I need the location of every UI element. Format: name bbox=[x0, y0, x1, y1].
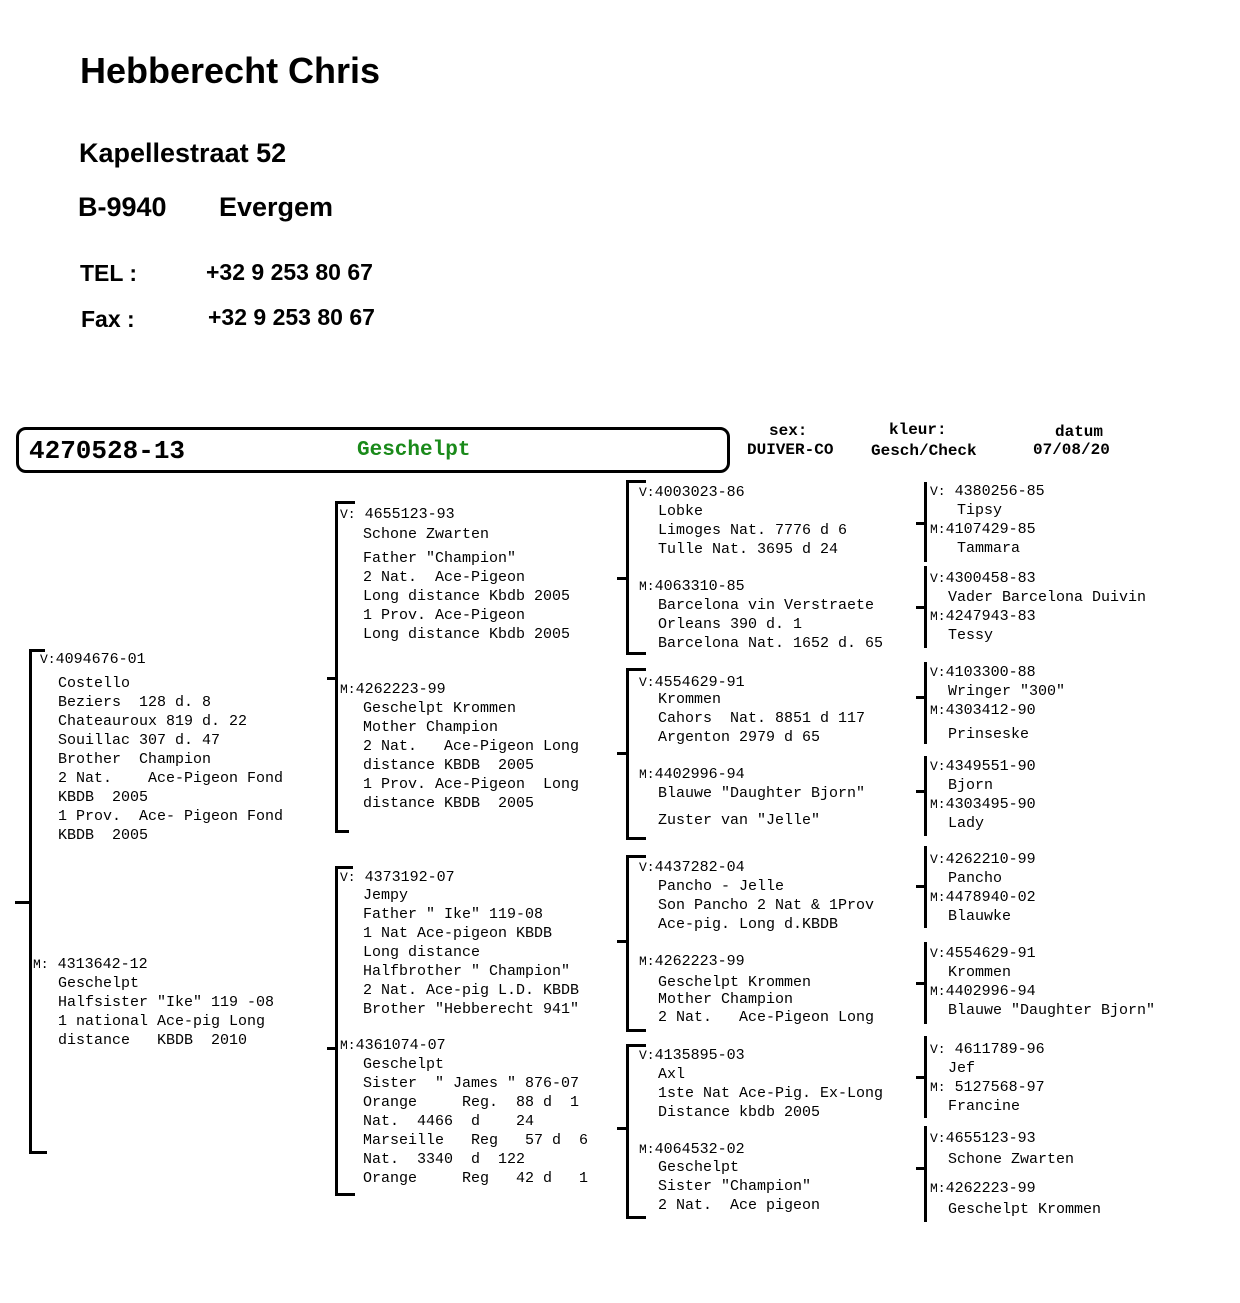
pedigree-line: Zuster van "Jelle" bbox=[658, 812, 821, 829]
gen3-5-ring: 4262223-99 bbox=[654, 953, 745, 970]
pedigree-line: Distance kbdb 2005 bbox=[658, 1104, 821, 1121]
gen4-bracket-1-connector bbox=[916, 522, 925, 525]
gen3-4-details bbox=[658, 877, 874, 934]
pedigree-line: 1 national Ace-pig Long bbox=[58, 1013, 266, 1030]
gen4-pair-4 bbox=[930, 850, 1036, 926]
gen3-2-ring: 4554629-91 bbox=[654, 674, 745, 691]
gen1-connector bbox=[15, 901, 30, 904]
gen3-4-prefix: V: bbox=[639, 860, 655, 875]
pigeon-name: Geschelpt bbox=[357, 439, 471, 462]
pedigree-line: 1 Prov. Ace-Pigeon Long bbox=[363, 776, 580, 793]
gen2-2-prefix: V: bbox=[340, 870, 356, 885]
pedigree-line: Orange Reg 42 d 1 bbox=[363, 1170, 589, 1187]
gen4-bracket-8-connector bbox=[916, 1167, 925, 1170]
gen2-bracket-a-bottom bbox=[335, 830, 349, 833]
gen4-bracket-3 bbox=[924, 662, 927, 744]
gen3-bracket-2-top bbox=[626, 668, 646, 671]
gen4-5-m-name: Blauwe "Daughter Bjorn" bbox=[948, 1002, 1156, 1019]
pedigree-line: Chateauroux 819 d. 22 bbox=[58, 713, 248, 730]
gen4-pair-3 bbox=[930, 757, 1036, 833]
gen4-7-m-ring: 4262223-99 bbox=[945, 1180, 1036, 1197]
gen4-pair-6 bbox=[930, 1040, 1045, 1116]
gen2-3-prefix: M: bbox=[340, 1038, 356, 1053]
gen4-5-v-name: Krommen bbox=[948, 964, 1012, 981]
date-label: datum bbox=[1055, 423, 1104, 441]
pedigree-line: Long distance bbox=[363, 944, 481, 961]
pedigree-line: Limoges Nat. 7776 d 6 bbox=[658, 522, 848, 539]
gen3-3-prefix: M: bbox=[639, 767, 655, 782]
date-value: 07/08/20 bbox=[1033, 441, 1110, 459]
gen4-7-m-name: Geschelpt Krommen bbox=[948, 1201, 1102, 1218]
gen4-1-m-ring: 4247943-83 bbox=[945, 608, 1036, 625]
pedigree-line: Brother Champion bbox=[58, 751, 212, 768]
pedigree-line: Halfsister "Ike" 119 -08 bbox=[58, 994, 275, 1011]
gen1-father-details bbox=[58, 674, 283, 845]
pedigree-line: Son Pancho 2 Nat & 1Prov bbox=[658, 897, 875, 914]
gen2-3-details bbox=[363, 1055, 588, 1188]
gen2-0-ring: 4655123-93 bbox=[364, 506, 455, 523]
gen4-4-v-name: Pancho bbox=[948, 870, 1003, 887]
pedigree-line: 1 Nat Ace-pigeon KBDB bbox=[363, 925, 553, 942]
pedigree-line: Geschelpt bbox=[363, 1056, 445, 1073]
gen3-3-ring: 4402996-94 bbox=[654, 766, 745, 783]
gen3-1-ring: 4063310-85 bbox=[654, 578, 745, 595]
pedigree-line: Nat. 3340 d 122 bbox=[363, 1151, 526, 1168]
gen2-0-details bbox=[363, 525, 570, 644]
pedigree-line: Ace-pig. Long d.KBDB bbox=[658, 916, 839, 933]
pedigree-line: distance KBDB 2005 bbox=[363, 757, 535, 774]
gen4-0-v-ring: 4380256-85 bbox=[954, 483, 1045, 500]
gen3-bracket-3-bottom bbox=[626, 1029, 646, 1032]
gen4-5-m-ring: 4402996-94 bbox=[945, 983, 1036, 1000]
gen4-2-m-name: Prinseske bbox=[948, 726, 1030, 743]
gen4-2-v-name: Wringer "300" bbox=[948, 683, 1066, 700]
pedigree-line: Lobke bbox=[658, 503, 704, 520]
pedigree-line: Mother Champion bbox=[658, 991, 794, 1008]
gen4-3-m-prefix: M: bbox=[930, 797, 946, 812]
gen1-father bbox=[40, 650, 146, 669]
tel-label: TEL : bbox=[80, 260, 138, 286]
owner-street: Kapellestraat 52 bbox=[79, 138, 287, 168]
gen3-bracket-1-bottom bbox=[626, 652, 646, 655]
pigeon-ring: 4270528-13 bbox=[29, 436, 186, 466]
gen3-5-details bbox=[658, 974, 874, 1027]
pedigree-line: Geschelpt Krommen bbox=[363, 700, 517, 717]
pedigree-line: Sister " James " 876-07 bbox=[363, 1075, 580, 1092]
gen4-6-m-name: Francine bbox=[948, 1098, 1021, 1115]
gen1-mother-details bbox=[58, 974, 274, 1050]
gen3-0 bbox=[639, 483, 745, 502]
gen1-bracket-bottom bbox=[29, 1151, 47, 1154]
gen4-6-m-ring: 5127568-97 bbox=[954, 1079, 1045, 1096]
gen4-7-v-name: Schone Zwarten bbox=[948, 1151, 1075, 1168]
gen3-bracket-4-vertical bbox=[626, 1044, 629, 1219]
gen2-3-ring: 4361074-07 bbox=[355, 1037, 446, 1054]
pedigree-line: 2 Nat. Ace-Pigeon Fond bbox=[58, 770, 284, 787]
pedigree-line: 1ste Nat Ace-Pig. Ex-Long bbox=[658, 1085, 884, 1102]
gen4-7-v-ring: 4655123-93 bbox=[945, 1130, 1036, 1147]
gen4-1-m-prefix: M: bbox=[930, 609, 946, 624]
gen2-bracket-a-connector bbox=[327, 677, 336, 680]
gen4-3-v-name: Bjorn bbox=[948, 777, 994, 794]
pedigree-line: Axl bbox=[658, 1066, 686, 1083]
gen4-5-v-ring: 4554629-91 bbox=[945, 945, 1036, 962]
pedigree-line: Barcelona vin Verstraete bbox=[658, 597, 875, 614]
gen3-bracket-1-vertical bbox=[626, 480, 629, 655]
pedigree-line: Geschelpt bbox=[58, 975, 140, 992]
gen4-6-v-prefix: V: bbox=[930, 1042, 946, 1057]
sex-label: sex: bbox=[769, 422, 808, 440]
gen3-0-prefix: V: bbox=[639, 485, 655, 500]
pedigree-line: 2 Nat. Ace pigeon bbox=[658, 1197, 821, 1214]
gen4-bracket-5-connector bbox=[916, 885, 925, 888]
pedigree-line: Argenton 2979 d 65 bbox=[658, 729, 821, 746]
gen4-pair-1 bbox=[930, 569, 1146, 645]
gen3-3-details bbox=[658, 784, 865, 830]
pedigree-line: Geschelpt bbox=[658, 1159, 740, 1176]
gen2-bracket-b-bottom bbox=[335, 1193, 355, 1196]
gen4-pair-0 bbox=[930, 482, 1045, 558]
gen4-4-m-prefix: M: bbox=[930, 890, 946, 905]
gen4-1-m-name: Tessy bbox=[948, 627, 994, 644]
gen4-2-v-ring: 4103300-88 bbox=[945, 664, 1036, 681]
gen1-father-ring: 4094676-01 bbox=[55, 651, 146, 668]
gen4-pair-5 bbox=[930, 944, 1155, 1020]
pedigree-line: KBDB 2005 bbox=[58, 827, 149, 844]
owner-postal: B-9940 bbox=[78, 192, 167, 222]
gen4-2-m-prefix: M: bbox=[930, 703, 946, 718]
gen3-2-details bbox=[658, 690, 865, 747]
gen4-3-m-name: Lady bbox=[948, 815, 985, 832]
gen2-1-ring: 4262223-99 bbox=[355, 681, 446, 698]
gen4-4-m-ring: 4478940-02 bbox=[945, 889, 1036, 906]
pedigree-line: Beziers 128 d. 8 bbox=[58, 694, 212, 711]
gen3-4 bbox=[639, 858, 745, 877]
gen4-7-m-prefix: M: bbox=[930, 1181, 946, 1196]
gen4-7-v-prefix: V: bbox=[930, 1131, 946, 1146]
gen3-bracket-2-connector bbox=[617, 752, 627, 755]
pedigree-line: distance KBDB 2005 bbox=[363, 795, 535, 812]
pedigree-line: Cahors Nat. 8851 d 117 bbox=[658, 710, 866, 727]
pedigree-line: Nat. 4466 d 24 bbox=[363, 1113, 535, 1130]
gen4-1-v-name: Vader Barcelona Duivin bbox=[948, 589, 1147, 606]
pedigree-line: Geschelpt Krommen bbox=[658, 974, 812, 991]
gen4-3-m-ring: 4303495-90 bbox=[945, 796, 1036, 813]
pedigree-line: distance KBDB 2010 bbox=[58, 1032, 248, 1049]
gen3-7 bbox=[639, 1140, 745, 1159]
pedigree-line: 2 Nat. Ace-pig L.D. KBDB bbox=[363, 982, 580, 999]
gen3-bracket-4-bottom bbox=[626, 1216, 646, 1219]
gen3-7-ring: 4064532-02 bbox=[654, 1141, 745, 1158]
fax-label: Fax : bbox=[81, 306, 135, 332]
gen1-father-prefix: V: bbox=[40, 652, 56, 667]
gen2-bracket-b-connector bbox=[327, 1047, 336, 1050]
color-value: Gesch/Check bbox=[871, 442, 977, 460]
gen2-bracket-a-vertical bbox=[335, 501, 338, 833]
gen3-6-ring: 4135895-03 bbox=[654, 1047, 745, 1064]
gen4-1-v-prefix: V: bbox=[930, 571, 946, 586]
pedigree-line: Souillac 307 d. 47 bbox=[58, 732, 221, 749]
gen3-1 bbox=[639, 577, 745, 596]
pedigree-line: Mother Champion bbox=[363, 719, 499, 736]
pedigree-line: Long distance Kbdb 2005 bbox=[363, 588, 571, 605]
gen4-3-v-prefix: V: bbox=[930, 759, 946, 774]
pedigree-line: Father "Champion" bbox=[363, 550, 517, 567]
gen4-6-m-prefix: M: bbox=[930, 1080, 946, 1095]
gen4-0-v-name: Tipsy bbox=[957, 502, 1003, 519]
gen4-bracket-4 bbox=[924, 756, 927, 836]
pedigree-line: Sister "Champion" bbox=[658, 1178, 812, 1195]
pedigree-line bbox=[658, 803, 865, 811]
pedigree-line: 1 Prov. Ace- Pigeon Fond bbox=[58, 808, 284, 825]
gen3-bracket-1-connector bbox=[617, 577, 627, 580]
pedigree-line: KBDB 2005 bbox=[58, 789, 149, 806]
gen2-bracket-a-top bbox=[335, 501, 355, 504]
gen3-bracket-4-connector bbox=[617, 1127, 627, 1130]
gen4-0-m-ring: 4107429-85 bbox=[945, 521, 1036, 538]
pedigree-line: Jempy bbox=[363, 887, 409, 904]
color-label: kleur: bbox=[889, 421, 947, 439]
gen4-4-v-prefix: V: bbox=[930, 852, 946, 867]
gen4-1-v-ring: 4300458-83 bbox=[945, 570, 1036, 587]
gen2-0-header bbox=[340, 505, 455, 524]
gen4-3-v-ring: 4349551-90 bbox=[945, 758, 1036, 775]
pedigree-line: Costello bbox=[58, 675, 131, 692]
gen3-bracket-3-connector bbox=[617, 940, 627, 943]
owner-name: Hebberecht Chris bbox=[80, 50, 381, 91]
gen4-bracket-2-connector bbox=[916, 606, 925, 609]
gen2-1-header bbox=[340, 680, 446, 699]
gen4-2-v-prefix: V: bbox=[930, 665, 946, 680]
pedigree-line: Long distance Kbdb 2005 bbox=[363, 626, 571, 643]
gen3-5-prefix: M: bbox=[639, 954, 655, 969]
gen2-1-prefix: M: bbox=[340, 682, 356, 697]
gen3-0-ring: 4003023-86 bbox=[654, 484, 745, 501]
gen4-bracket-3-connector bbox=[916, 696, 925, 699]
fax-value: +32 9 253 80 67 bbox=[208, 304, 375, 330]
pedigree-line: 2 Nat. Ace-Pigeon bbox=[363, 569, 526, 586]
gen4-bracket-7-connector bbox=[916, 1076, 925, 1079]
gen4-bracket-6-connector bbox=[916, 982, 925, 985]
gen3-bracket-2-bottom bbox=[626, 837, 646, 840]
gen2-0-prefix: V: bbox=[340, 507, 356, 522]
gen4-5-m-prefix: M: bbox=[930, 984, 946, 999]
gen2-2-ring: 4373192-07 bbox=[364, 869, 455, 886]
gen3-6 bbox=[639, 1046, 745, 1065]
gen3-7-prefix: M: bbox=[639, 1142, 655, 1157]
owner-city: Evergem bbox=[219, 192, 334, 222]
pedigree-line: Pancho - Jelle bbox=[658, 878, 785, 895]
gen4-pair-7 bbox=[930, 1129, 1101, 1219]
pedigree-line: Halfbrother " Champion" bbox=[363, 963, 571, 980]
gen3-6-prefix: V: bbox=[639, 1048, 655, 1063]
pedigree-line: Tulle Nat. 3695 d 24 bbox=[658, 541, 839, 558]
gen4-5-v-prefix: V: bbox=[930, 946, 946, 961]
gen4-6-v-ring: 4611789-96 bbox=[954, 1041, 1045, 1058]
gen3-4-ring: 4437282-04 bbox=[654, 859, 745, 876]
gen4-4-v-ring: 4262210-99 bbox=[945, 851, 1036, 868]
gen4-6-v-name: Jef bbox=[948, 1060, 976, 1077]
gen3-3 bbox=[639, 765, 745, 784]
gen4-0-m-prefix: M: bbox=[930, 522, 946, 537]
gen2-2-header bbox=[340, 868, 455, 887]
gen4-bracket-4-connector bbox=[916, 790, 925, 793]
gen3-7-details bbox=[658, 1158, 820, 1215]
pedigree-line: Brother "Hebberecht 941" bbox=[363, 1001, 580, 1018]
sex-value: DUIVER-CO bbox=[747, 441, 834, 459]
tel-value: +32 9 253 80 67 bbox=[206, 259, 373, 285]
gen2-bracket-b-vertical bbox=[335, 866, 338, 1196]
gen4-2-m-ring: 4303412-90 bbox=[945, 702, 1036, 719]
pedigree-line: Marseille Reg 57 d 6 bbox=[363, 1132, 589, 1149]
pedigree-line: 2 Nat. Ace-Pigeon Long bbox=[363, 738, 580, 755]
gen3-6-details bbox=[658, 1065, 883, 1122]
pedigree-line: Krommen bbox=[658, 691, 722, 708]
pedigree-line: 2 Nat. Ace-Pigeon Long bbox=[658, 1009, 875, 1026]
pedigree-line: Orleans 390 d. 1 bbox=[658, 616, 803, 633]
gen4-4-m-name: Blauwke bbox=[948, 908, 1012, 925]
gen1-mother-prefix: M: bbox=[33, 957, 49, 972]
gen2-2-details bbox=[363, 886, 579, 1019]
gen3-1-details bbox=[658, 596, 883, 653]
pedigree-line: Father " Ike" 119-08 bbox=[363, 906, 544, 923]
gen4-bracket-8 bbox=[924, 1126, 927, 1222]
pedigree-line: Barcelona Nat. 1652 d. 65 bbox=[658, 635, 884, 652]
gen2-1-details bbox=[363, 699, 579, 813]
pedigree-line: Schone Zwarten bbox=[363, 526, 490, 543]
gen1-mother-ring: 4313642-12 bbox=[57, 956, 148, 973]
pedigree-line: Blauwe "Daughter Bjorn" bbox=[658, 785, 866, 802]
gen1-mother bbox=[33, 955, 148, 974]
gen3-bracket-3-vertical bbox=[626, 855, 629, 1032]
gen3-0-details bbox=[658, 502, 847, 559]
gen3-2-prefix: V: bbox=[639, 675, 655, 690]
pedigree-line: Orange Reg. 88 d 1 bbox=[363, 1094, 580, 1111]
gen2-3-header bbox=[340, 1036, 446, 1055]
gen3-5 bbox=[639, 952, 745, 971]
gen4-0-v-prefix: V: bbox=[930, 484, 946, 499]
gen4-pair-2 bbox=[930, 663, 1065, 744]
pedigree-line: 1 Prov. Ace-Pigeon bbox=[363, 607, 526, 624]
gen4-0-m-name: Tammara bbox=[957, 540, 1021, 557]
gen3-1-prefix: M: bbox=[639, 579, 655, 594]
